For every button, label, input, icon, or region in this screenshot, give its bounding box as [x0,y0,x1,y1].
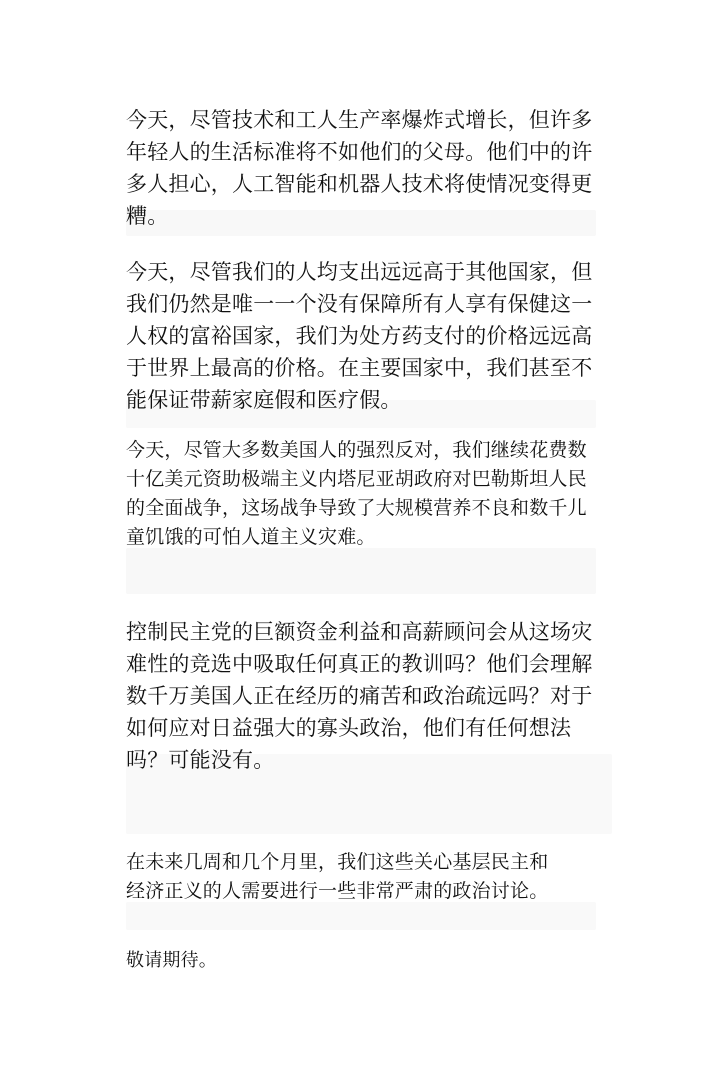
paragraph-4: 控制民主党的巨额资金利益和高薪顾问会从这场灾难性的竞选中吸取任何真正的教训吗？他们会理解数千万美国人正在经历的痛苦和政治疏远吗？对于如何应对日益强大的寡头政治，他们有任何想法吗？可能没有。 [126,620,593,772]
paragraph-1: 今天，尽管技术和工人生产率爆炸式增长，但许多年轻人的生活标准将不如他们的父母。他们中的许多人担心，人工智能和机器人技术将使情况变得更糟。 [126,108,593,228]
paragraph-5: 在未来几周和几个月里，我们这些关心基层民主和经济正义的人需要进行一些非常严肃的政治讨论。 [126,851,549,902]
faded-band [126,902,596,930]
paragraph-6: 敬请期待。 [126,950,217,971]
paragraph-3: 今天，尽管大多数美国人的强烈反对，我们继续花费数十亿美元资助极端主义内塔尼亚胡政府对巴勒斯坦人民的全面战争，这场战争导致了大规模营养不良和数千儿童饥饿的可怕人道主义灾难。 [126,439,587,548]
paragraph-2: 今天，尽管我们的人均支出远远高于其他国家，但我们仍然是唯一一个没有保障所有人享有保健这一人权的富裕国家，我们为处方药支付的价格远远高于世界上最高的价格。在主要国家中，我们甚至不能保证带薪家庭假和医疗假。 [126,260,593,412]
faded-band [126,548,596,594]
